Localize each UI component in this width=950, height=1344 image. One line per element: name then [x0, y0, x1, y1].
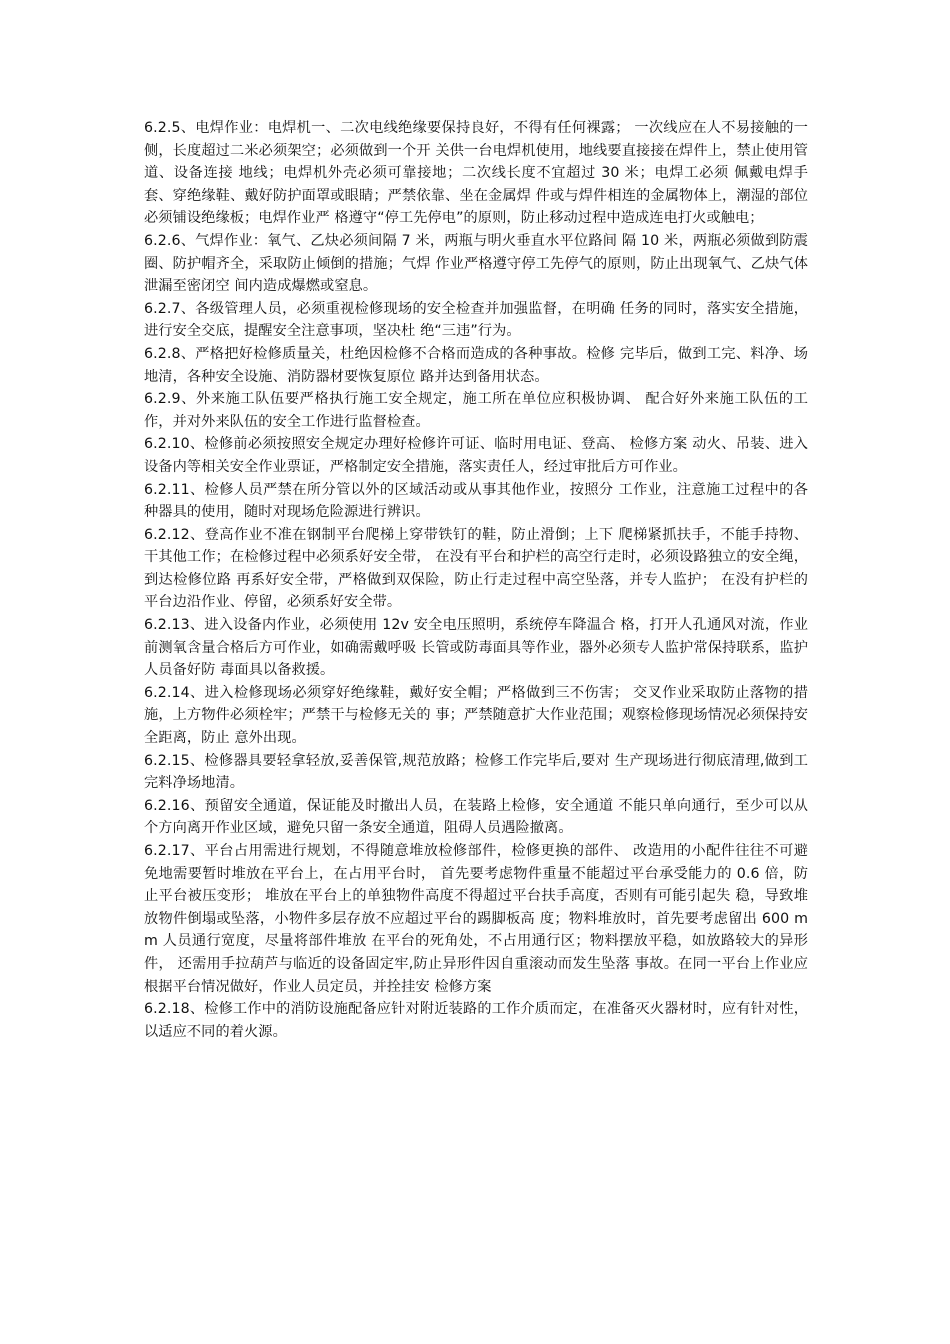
paragraph-6-2-7: 6.2.7、各级管理人员，必须重视检修现场的安全检查并加强监督，在明确 任务的同时，落实安全措施，进行安全交底，提醒安全注意事项，坚决杜 绝“三违”行为。	[144, 300, 808, 340]
paragraph-6-2-5: 6.2.5、电焊作业：电焊机一、二次电线绝缘要保持良好，不得有任何裸露； 一次线应在人不易接触的一侧，长度超过二米必须架空；必须做到一个开 关供一台电焊机使用，地线要直接接在焊件上，禁止使用管道、设备连接 地线；电焊机外壳必须可靠接地；二次线长度不宜超过 30 米；电焊工必须 佩戴电焊手套、穿绝缘鞋、戴好防护面罩或眼睛；严禁依靠、坐在金属焊 件或与焊件相连的金属物体上，潮湿的部位必须铺设绝缘板；电焊作业严 格遵守“停工先停电”的原则，防止移动过程中造成连电打火或触电；	[144, 120, 808, 227]
paragraph-6-2-16: 6.2.16、预留安全通道，保证能及时撤出人员，在装路上检修，安全通道 不能只单向通行，至少可以从 个方向离开作业区域，避免只留一条安全通道，阻碍人员遇险撤离。	[144, 797, 808, 837]
paragraph-6-2-15: 6.2.15、检修器具要轻拿轻放,妥善保管,规范放路；检修工作完毕后,要对 生产现场进行彻底清理,做到工完料净场地清。	[144, 752, 808, 792]
paragraph-6-2-18: 6.2.18、检修工作中的消防设施配备应针对附近装路的工作介质而定，在准备灭火器材时，应有针对性，以适应不同的着火源。	[144, 1001, 808, 1040]
paragraph-6-2-8: 6.2.8、严格把好检修质量关，杜绝因检修不合格而造成的各种事故。检修 完毕后，做到工完、料净、场地清，各种安全设施、消防器材要恢复原位 路并达到备用状态。	[144, 345, 808, 385]
paragraph-6-2-6: 6.2.6、气焊作业：氧气、乙炔必须间隔 7 米，两瓶与明火垂直水平位路间 隔 10 米，两瓶必须做到防震圈、防护帽齐全，采取防止倾倒的措施；气焊 作业严格遵守停工先停气的原则，防止出现氧气、乙炔气体泄漏至密闭空 间内造成爆燃或窒息。	[144, 232, 808, 295]
paragraph-6-2-17: 6.2.17、平台占用需进行规划，不得随意堆放检修部件，检修更换的部件、 改造用的小配件往往不可避免地需要暂时堆放在平台上，在占用平台时， 首先要考虑物件重量不能超过平台承受能力的 0.6 倍，防止平台被压变形； 堆放在平台上的单独物件高度不得超过平台扶手高度，否则有可能引起失 稳，导致堆放物件倒塌或坠落，小物件多层存放不应超过平台的踢脚板高 度；物料堆放时，首先要考虑留出 600 mm 人员通行宽度，尽量将部件堆放 在平台的死角处，不占用通行区；物料摆放平稳，如放路较大的异形件， 还需用手拉葫芦与临近的设备固定牢,防止异形件因自重滚动而发生坠落 事故。在同一平台上作业应根据平台情况做好，作业人员定员，并拴挂安 检修方案	[144, 843, 808, 995]
paragraph-6-2-11: 6.2.11、检修人员严禁在所分管以外的区域活动或从事其他作业，按照分 工作业，注意施工过程中的各种器具的使用，随时对现场危险源进行辨识。	[144, 481, 808, 521]
paragraph-6-2-14: 6.2.14、进入检修现场必须穿好绝缘鞋，戴好安全帽；严格做到三不伤害； 交叉作业采取防止落物的措施，上方物件必须栓牢；严禁干与检修无关的 事；严禁随意扩大作业范围；观察检修现场情况必须保持安全距离，防止 意外出现。	[144, 684, 808, 747]
paragraph-6-2-9: 6.2.9、外来施工队伍要严格执行施工安全规定，施工所在单位应积极协调、 配合好外来施工队伍的工作，并对外来队伍的安全工作进行监督检查。	[144, 391, 808, 430]
document-body	[144, 117, 808, 1043]
paragraph-6-2-10: 6.2.10、检修前必须按照安全规定办理好检修许可证、临时用电证、登高、 检修方案 动火、吊装、进入设备内等相关安全作业票证，严格制定安全措施，落实责任人，经过审批后方可作业。	[144, 436, 808, 475]
paragraph-6-2-13: 6.2.13、进入设备内作业，必须使用 12v 安全电压照明，系统停车降温合 格，打开人孔通风对流，作业前测氧含量合格后方可作业，如确需戴呼吸 长管或防毒面具等作业，器外必须专人监护常保持联系，监护人员备好防 毒面具以备救援。	[144, 617, 808, 679]
paragraph-6-2-12: 6.2.12、登高作业不准在钢制平台爬梯上穿带铁钉的鞋，防止滑倒；上下 爬梯紧抓扶手，不能手持物、干其他工作；在检修过程中必须系好安全带， 在没有平台和护栏的高空行走时，必须设路独立的安全绳，到达检修位路 再系好安全带，严格做到双保险，防止行走过程中高空坠落，并专人监护； 在没有护栏的平台边沿作业、停留，必须系好安全带。	[144, 526, 808, 611]
